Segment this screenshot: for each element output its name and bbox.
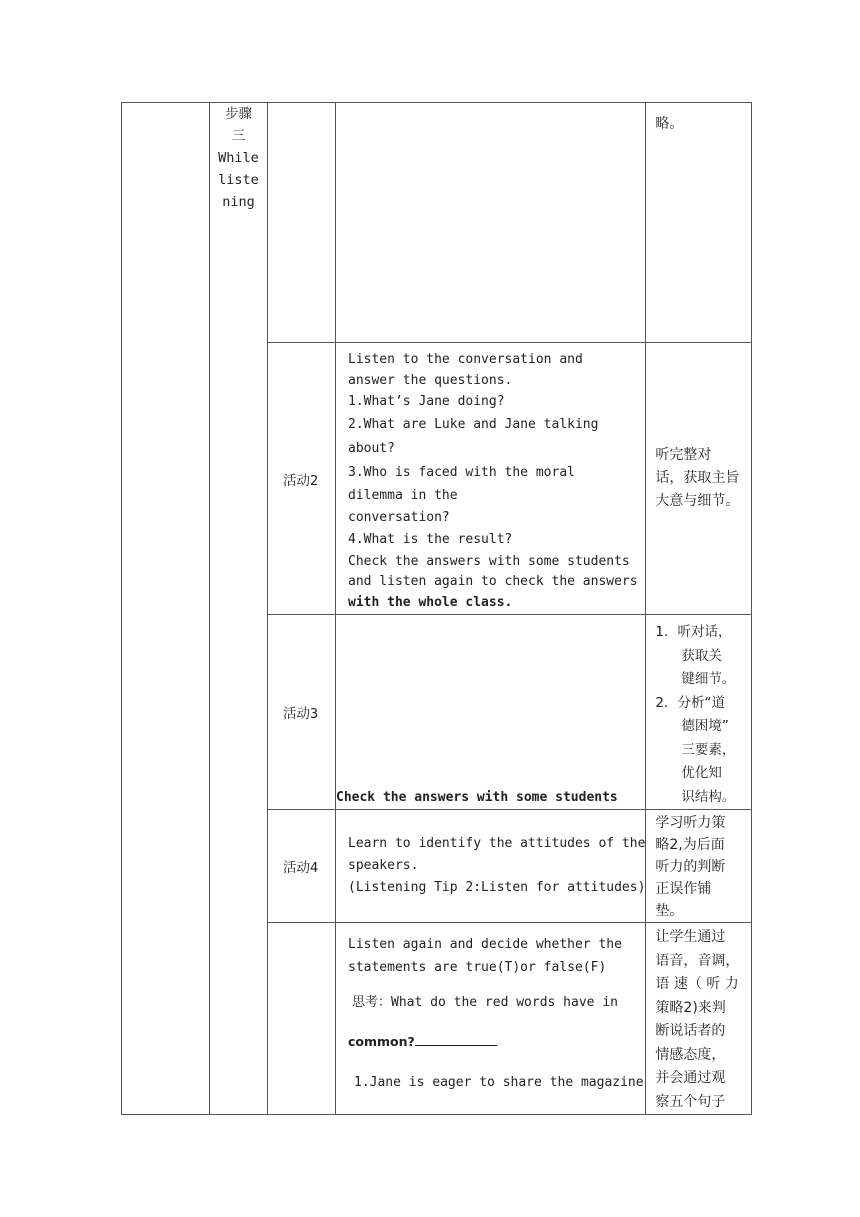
content-line: 1.What’s Jane doing? <box>348 394 505 409</box>
content-line: answer the questions. <box>348 373 513 388</box>
step-label-line: While <box>218 150 259 166</box>
aim-text: 让学生通过 <box>655 929 726 945</box>
aim-text: 并会通过观 <box>655 1070 726 1086</box>
content-line: statements are true(T)or false(F) <box>348 960 607 975</box>
content-line: Learn to identify the attitudes of the <box>348 836 646 851</box>
aim-text: 垫。 <box>655 903 684 919</box>
aim-text: 大意与细节。 <box>655 493 740 509</box>
content-line: (Listening Tip 2:Listen for attitudes) <box>348 880 646 895</box>
content-line: dilemma in the <box>348 488 458 503</box>
content-line: speakers. <box>348 858 419 873</box>
step-label-line: 步骤 <box>225 106 252 122</box>
content-cell <box>336 810 646 923</box>
content-cell <box>336 615 646 810</box>
content-cell <box>336 923 646 1115</box>
aim-text: 键细节。 <box>681 671 736 687</box>
aim-text: 德困境” <box>681 718 729 734</box>
aim-cell <box>646 810 752 923</box>
content-line: conversation? <box>348 510 450 525</box>
aim-cell <box>646 103 752 343</box>
aim-text: 三要素， <box>681 741 736 758</box>
content-line: about? <box>348 441 395 456</box>
aim-cell <box>646 343 752 615</box>
step-cell <box>210 103 268 1115</box>
common-question: common? <box>348 1034 415 1049</box>
activity-cell <box>268 923 336 1115</box>
activity-cell: 活动3 <box>268 615 336 810</box>
content-cell <box>336 343 646 615</box>
aim-text: 优化知 <box>681 765 722 781</box>
aim-text: 情感态度， <box>655 1046 726 1063</box>
lesson-plan-table <box>121 102 752 1115</box>
content-line: Listen again and decide whether the <box>348 937 622 952</box>
content-line: Check the answers with some students <box>348 554 630 569</box>
step-label-line: 三 <box>231 128 246 144</box>
aim-text: 正误作铺 <box>655 881 712 897</box>
activity-cell <box>268 103 336 343</box>
aim-text: 1．听对话， <box>655 624 732 640</box>
empty-left-column-cell <box>122 103 210 1115</box>
step-label-line: ning <box>222 194 255 210</box>
content-line <box>348 1031 645 1054</box>
step-label-line: liste <box>218 172 259 188</box>
aim-text: 语 速（ 听 力 <box>655 976 739 992</box>
aim-text: 话，获取主旨 <box>655 470 740 486</box>
content-line: and listen again to check the answers <box>348 574 638 589</box>
content-cell <box>336 103 646 343</box>
activity-cell: 活动4 <box>268 810 336 923</box>
aim-text: 识结构。 <box>681 788 736 805</box>
answer-blank <box>415 1031 497 1046</box>
aim-text: 语音，音调， <box>655 952 740 969</box>
content-line: Listen to the conversation and <box>348 352 583 367</box>
aim-text: 略。 <box>655 116 684 132</box>
content-line: with the whole class. <box>348 595 513 610</box>
aim-text: 学习听力策 <box>655 815 726 831</box>
aim-text: 断说话者的 <box>655 1023 726 1039</box>
aim-cell <box>646 615 752 810</box>
table-row <box>122 103 752 343</box>
content-line: 1.Jane is eager to share the magazine <box>354 1075 644 1090</box>
activity-cell: 活动2 <box>268 343 336 615</box>
content-line: 3.Who is faced with the moral <box>348 465 575 480</box>
aim-text: 察五个句子 <box>655 1093 726 1110</box>
aim-text: 策略2)来判 <box>655 999 726 1016</box>
content-line: Check the answers with some students <box>336 790 618 805</box>
content-line: 2.What are Luke and Jane talking <box>348 417 599 432</box>
aim-text: 听力的判断 <box>655 859 726 875</box>
aim-text: 获取关 <box>681 647 722 664</box>
aim-text: 听完整对 <box>655 447 712 463</box>
aim-text: 略2,为后面 <box>655 837 725 853</box>
aim-text: 2．分析“道 <box>655 694 726 711</box>
content-line: 思考：What do the red words have in <box>352 995 618 1010</box>
content-line: 4.What is the result? <box>348 532 513 547</box>
aim-cell <box>646 923 752 1115</box>
